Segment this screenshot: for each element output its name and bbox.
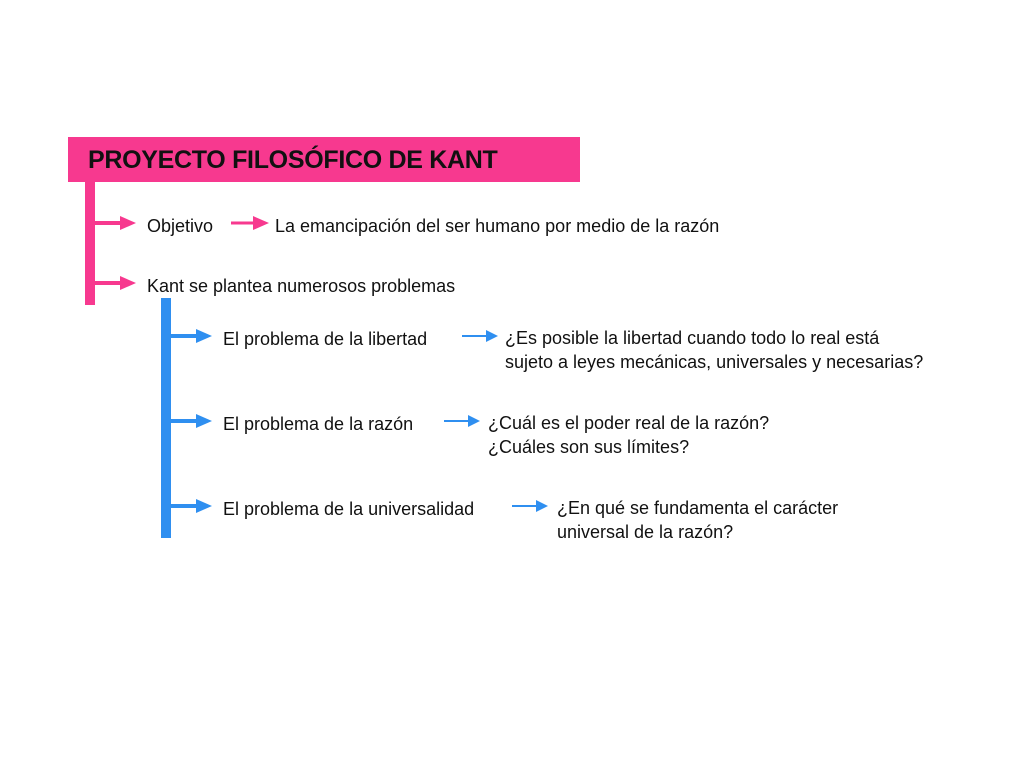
node-problema-libertad: El problema de la libertad — [223, 329, 428, 349]
right-arrow-icon — [231, 213, 271, 233]
branch-arrow-icon — [92, 273, 138, 293]
question-universalidad-line-1: ¿En qué se fundamenta el carácter — [557, 498, 839, 518]
right-arrow-icon — [444, 411, 484, 431]
diagram-title: PROYECTO FILOSÓFICO DE KANT — [88, 146, 498, 174]
node-objetivo-detail: La emancipación del ser humano por medio de la razón — [275, 216, 720, 236]
branch-arrow-icon — [168, 326, 214, 346]
node-problemas: Kant se plantea numerosos problemas — [147, 276, 456, 296]
branch-arrow-icon — [92, 213, 138, 233]
node-problema-universalidad: El problema de la universalidad — [223, 499, 475, 519]
question-razon-line-2: ¿Cuáles son sus límites? — [488, 437, 690, 457]
node-problema-razon: El problema de la razón — [223, 414, 414, 434]
right-arrow-icon — [462, 326, 502, 346]
question-universalidad-line-2: universal de la razón? — [557, 522, 734, 542]
question-libertad-line-2: sujeto a leyes mecánicas, universales y necesarias? — [505, 352, 924, 372]
branch-arrow-icon — [168, 411, 214, 431]
question-razon-line-1: ¿Cuál es el poder real de la razón? — [488, 413, 770, 433]
right-arrow-icon — [512, 496, 552, 516]
node-objetivo: Objetivo — [147, 216, 214, 236]
branch-arrow-icon — [168, 496, 214, 516]
question-libertad-line-1: ¿Es posible la libertad cuando todo lo real está — [505, 328, 880, 348]
